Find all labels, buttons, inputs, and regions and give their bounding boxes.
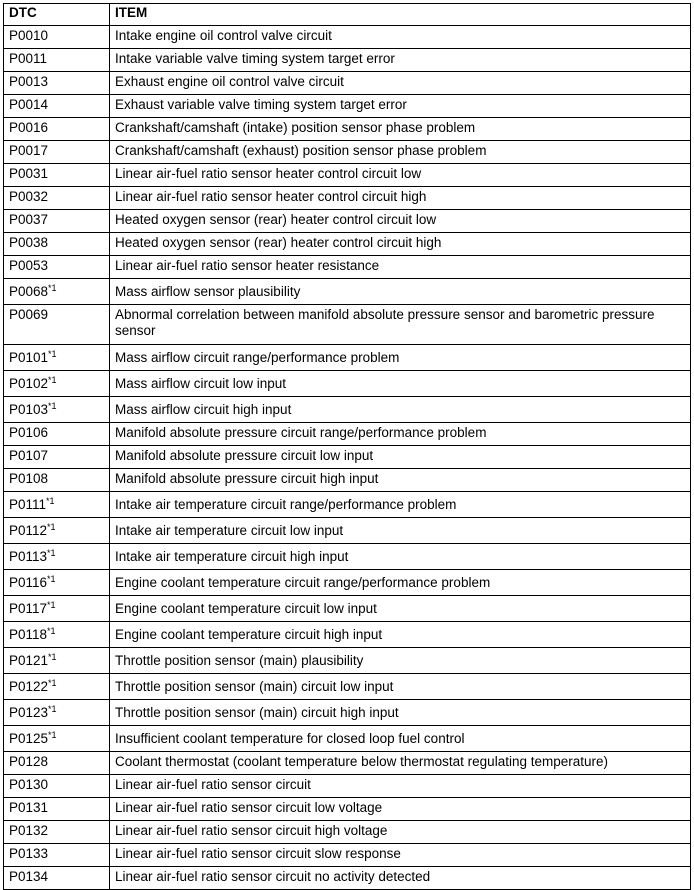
dtc-code-cell — [4, 726, 110, 752]
dtc-code-cell — [4, 798, 110, 821]
item-description-cell: Engine coolant temperature circuit high input — [110, 622, 691, 648]
dtc-code-cell — [4, 141, 110, 164]
table-row — [4, 622, 691, 648]
dtc-code: P0122 — [9, 679, 49, 694]
dtc-code: P0038 — [9, 235, 49, 250]
table-row — [4, 279, 691, 305]
dtc-code: P0106 — [9, 425, 49, 440]
item-description-cell: Linear air-fuel ratio sensor circuit no activity detected — [110, 867, 691, 890]
dtc-code: P0013 — [9, 74, 49, 89]
dtc-code-cell — [4, 26, 110, 49]
dtc-code-cell — [4, 492, 110, 518]
table-row — [4, 118, 691, 141]
dtc-code-cell — [4, 256, 110, 279]
item-description-cell: Linear air-fuel ratio sensor circuit — [110, 775, 691, 798]
item-description-cell: Manifold absolute pressure circuit low input — [110, 446, 691, 469]
table-row — [4, 674, 691, 700]
dtc-code-cell — [4, 305, 110, 345]
footnote-marker: *1 — [46, 496, 55, 506]
item-description-cell: Intake air temperature circuit range/performance problem — [110, 492, 691, 518]
table-row — [4, 141, 691, 164]
table-row — [4, 518, 691, 544]
dtc-code-cell — [4, 210, 110, 233]
item-description-cell: Linear air-fuel ratio sensor circuit slow response — [110, 844, 691, 867]
dtc-code-cell — [4, 518, 110, 544]
item-description-cell: Mass airflow circuit low input — [110, 371, 691, 397]
footnote-marker: *1 — [47, 574, 56, 584]
table-row — [4, 648, 691, 674]
table-row — [4, 187, 691, 210]
table-row — [4, 49, 691, 72]
dtc-code-cell — [4, 423, 110, 446]
dtc-code: P0037 — [9, 212, 49, 227]
item-description-cell: Crankshaft/camshaft (exhaust) position sensor phase problem — [110, 141, 691, 164]
footnote-marker: *1 — [47, 522, 56, 532]
table-row — [4, 256, 691, 279]
dtc-code: P0130 — [9, 777, 49, 792]
dtc-code-cell — [4, 279, 110, 305]
dtc-code: P0010 — [9, 28, 49, 43]
dtc-code-cell — [4, 674, 110, 700]
dtc-code-cell — [4, 397, 110, 423]
dtc-code-cell — [4, 844, 110, 867]
dtc-code: P0134 — [9, 869, 49, 884]
dtc-table — [3, 3, 691, 890]
dtc-code-cell — [4, 446, 110, 469]
dtc-code-cell — [4, 700, 110, 726]
table-row — [4, 469, 691, 492]
dtc-code: P0102 — [9, 376, 49, 391]
dtc-code: P0014 — [9, 97, 49, 112]
item-description-cell: Linear air-fuel ratio sensor heater control circuit high — [110, 187, 691, 210]
table-row — [4, 423, 691, 446]
dtc-code: P0131 — [9, 800, 49, 815]
table-row — [4, 544, 691, 570]
dtc-code: P0132 — [9, 823, 49, 838]
dtc-code-cell — [4, 118, 110, 141]
item-description-cell: Intake air temperature circuit high input — [110, 544, 691, 570]
table-row — [4, 397, 691, 423]
dtc-code: P0121 — [9, 653, 49, 668]
item-description-cell: Throttle position sensor (main) circuit low input — [110, 674, 691, 700]
table-row — [4, 446, 691, 469]
dtc-code: P0112 — [9, 523, 48, 538]
table-row — [4, 210, 691, 233]
item-description-cell: Coolant thermostat (coolant temperature below thermostat regulating temperature) — [110, 752, 691, 775]
table-body — [4, 26, 691, 890]
table-row — [4, 72, 691, 95]
dtc-code: P0118 — [9, 627, 48, 642]
item-description-cell: Throttle position sensor (main) plausibility — [110, 648, 691, 674]
table-row — [4, 798, 691, 821]
dtc-code: P0108 — [9, 471, 49, 486]
table-row — [4, 775, 691, 798]
dtc-code: P0032 — [9, 189, 49, 204]
item-description-cell: Throttle position sensor (main) circuit high input — [110, 700, 691, 726]
item-description-cell: Intake variable valve timing system target error — [110, 49, 691, 72]
item-description-cell: Linear air-fuel ratio sensor heater resistance — [110, 256, 691, 279]
dtc-code-cell — [4, 752, 110, 775]
dtc-code: P0017 — [9, 143, 49, 158]
item-description-cell: Exhaust engine oil control valve circuit — [110, 72, 691, 95]
table-row — [4, 596, 691, 622]
item-description-cell: Linear air-fuel ratio sensor heater control circuit low — [110, 164, 691, 187]
item-description-cell: Intake air temperature circuit low input — [110, 518, 691, 544]
footnote-marker: *1 — [48, 283, 57, 293]
dtc-code: P0101 — [9, 350, 49, 365]
footnote-marker: *1 — [48, 678, 57, 688]
dtc-code: P0116 — [9, 575, 48, 590]
item-description-cell: Manifold absolute pressure circuit high input — [110, 469, 691, 492]
footnote-marker: *1 — [48, 704, 57, 714]
item-description-cell: Crankshaft/camshaft (intake) position sensor phase problem — [110, 118, 691, 141]
table-row — [4, 345, 691, 371]
table-row — [4, 233, 691, 256]
table-row — [4, 700, 691, 726]
table-row — [4, 844, 691, 867]
dtc-code: P0107 — [9, 448, 49, 463]
dtc-code-cell — [4, 164, 110, 187]
item-description-cell: Heated oxygen sensor (rear) heater control circuit low — [110, 210, 691, 233]
item-description-cell: Insufficient coolant temperature for closed loop fuel control — [110, 726, 691, 752]
item-description-cell: Engine coolant temperature circuit low input — [110, 596, 691, 622]
dtc-code-cell — [4, 233, 110, 256]
item-description-cell: Engine coolant temperature circuit range/performance problem — [110, 570, 691, 596]
table-row — [4, 492, 691, 518]
footnote-marker: *1 — [48, 375, 57, 385]
dtc-code: P0069 — [9, 307, 49, 322]
footnote-marker: *1 — [47, 548, 56, 558]
dtc-code-cell — [4, 544, 110, 570]
dtc-code-cell — [4, 469, 110, 492]
item-description-cell: Abnormal correlation between manifold absolute pressure sensor and barometric pressure sensor — [110, 305, 691, 345]
item-description-cell: Linear air-fuel ratio sensor circuit low voltage — [110, 798, 691, 821]
footnote-marker: *1 — [48, 730, 57, 740]
dtc-code: P0053 — [9, 258, 49, 273]
table-row — [4, 164, 691, 187]
dtc-code-cell — [4, 95, 110, 118]
dtc-code: P0123 — [9, 705, 49, 720]
item-description-cell: Manifold absolute pressure circuit range/performance problem — [110, 423, 691, 446]
dtc-code-cell — [4, 622, 110, 648]
dtc-code: P0128 — [9, 754, 49, 769]
footnote-marker: *1 — [48, 349, 57, 359]
item-description-cell: Exhaust variable valve timing system target error — [110, 95, 691, 118]
dtc-code-cell — [4, 72, 110, 95]
dtc-code-cell — [4, 648, 110, 674]
item-description-cell: Mass airflow sensor plausibility — [110, 279, 691, 305]
table-row — [4, 752, 691, 775]
footnote-marker: *1 — [47, 600, 56, 610]
table-row — [4, 821, 691, 844]
dtc-code-cell — [4, 867, 110, 890]
footnote-marker: *1 — [48, 652, 57, 662]
dtc-code-cell — [4, 775, 110, 798]
table-row — [4, 371, 691, 397]
item-description-cell: Linear air-fuel ratio sensor circuit high voltage — [110, 821, 691, 844]
table-row — [4, 726, 691, 752]
dtc-code-cell — [4, 345, 110, 371]
dtc-code-cell — [4, 570, 110, 596]
table-row — [4, 867, 691, 890]
dtc-code-cell — [4, 187, 110, 210]
footnote-marker: *1 — [48, 401, 57, 411]
dtc-code: P0117 — [9, 601, 48, 616]
dtc-code: P0068 — [9, 284, 49, 299]
item-column-header: ITEM — [110, 4, 691, 26]
dtc-code-cell — [4, 371, 110, 397]
footnote-marker: *1 — [47, 626, 56, 636]
dtc-code: P0016 — [9, 120, 49, 135]
dtc-column-header: DTC — [4, 4, 110, 26]
table-row — [4, 570, 691, 596]
dtc-code-cell — [4, 821, 110, 844]
dtc-code: P0113 — [9, 549, 48, 564]
dtc-code-cell — [4, 596, 110, 622]
dtc-code: P0125 — [9, 731, 49, 746]
dtc-code: P0103 — [9, 402, 49, 417]
item-description-cell: Intake engine oil control valve circuit — [110, 26, 691, 49]
dtc-code: P0011 — [9, 51, 48, 66]
dtc-code-cell — [4, 49, 110, 72]
item-description-cell: Heated oxygen sensor (rear) heater control circuit high — [110, 233, 691, 256]
dtc-code: P0111 — [9, 497, 47, 512]
dtc-code: P0031 — [9, 166, 49, 181]
table-row — [4, 26, 691, 49]
item-description-cell: Mass airflow circuit range/performance problem — [110, 345, 691, 371]
header-row — [4, 4, 691, 26]
table-row — [4, 95, 691, 118]
dtc-code: P0133 — [9, 846, 49, 861]
item-description-cell: Mass airflow circuit high input — [110, 397, 691, 423]
table-row — [4, 305, 691, 345]
